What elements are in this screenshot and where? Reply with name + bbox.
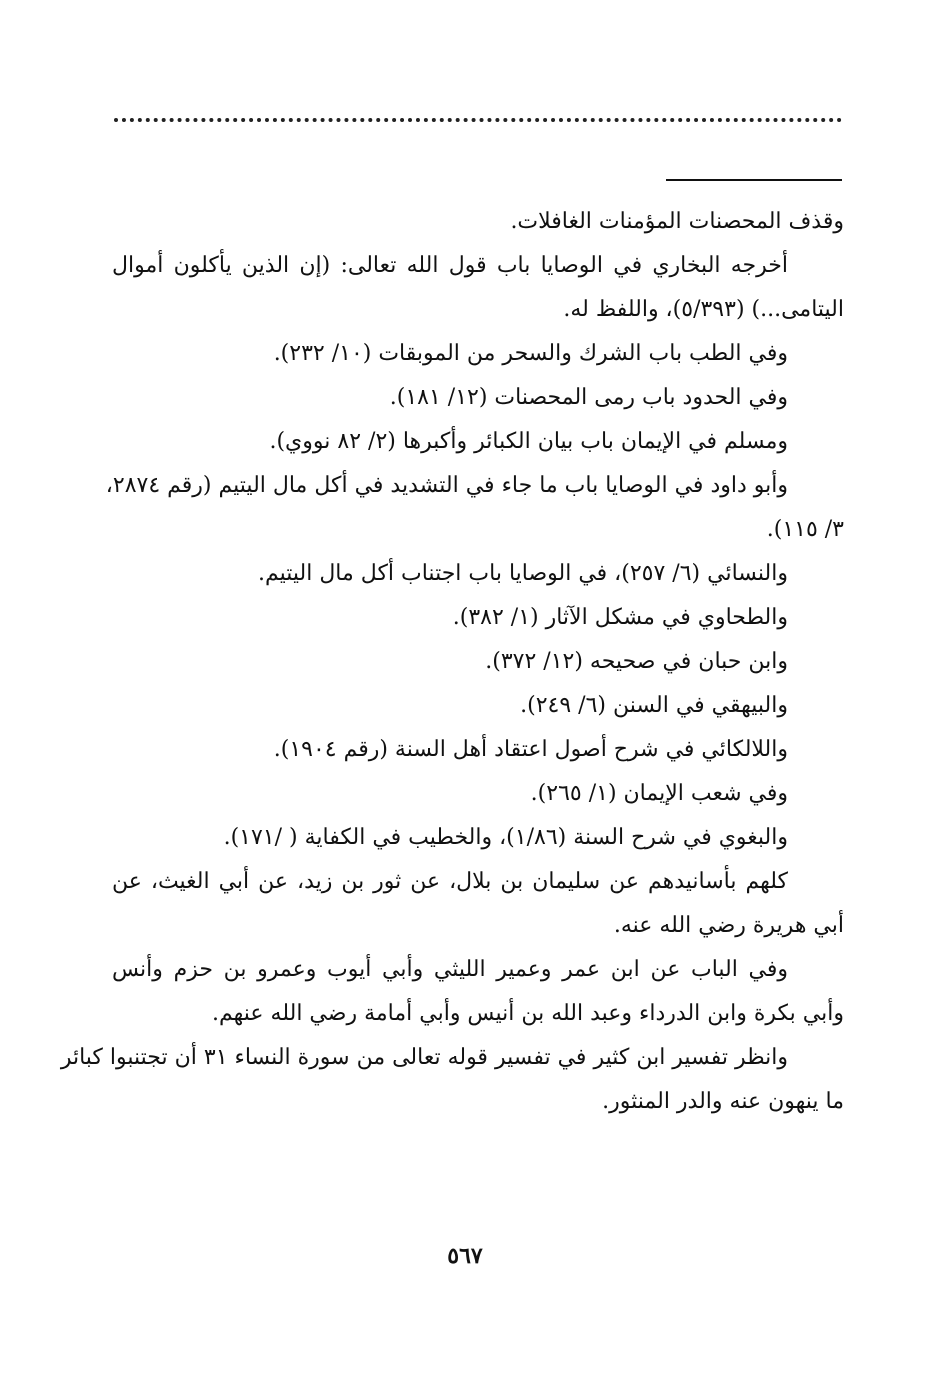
text-line: ما ينهون عنه والدر المنثور.: [602, 1089, 844, 1114]
text-line: أبي هريرة رضي الله عنه.: [613, 913, 844, 938]
page-number: ٥٦٧: [447, 1243, 483, 1269]
text-line: اليتامى...) (٥/٣٩٣)، واللفظ له.: [563, 297, 844, 322]
dotted-separator: [114, 118, 842, 122]
text-line: واللالكائي في شرح أصول اعتقاد أهل السنة (رقم ١٩٠٤).: [273, 737, 788, 762]
text-line: وابن حبان في صحيحه (١٢/ ٣٧٢).: [485, 649, 788, 674]
text-line: كلهم بأسانيدهم عن سليمان بن بلال، عن ثور بن زيد، عن أبي الغيث، عن: [112, 869, 788, 894]
text-line: والبيهقي في السنن (٦/ ٢٤٩).: [520, 693, 788, 718]
text-line: والنسائي (٦/ ٢٥٧)، في الوصايا باب اجتناب أكل مال اليتيم.: [257, 561, 788, 586]
text-line: وفي الحدود باب رمى المحصنات (١٢/ ١٨١).: [389, 385, 788, 410]
text-line: ومسلم في الإيمان باب بيان الكبائر وأكبرها (٢/ ٨٢ نووي).: [269, 429, 788, 454]
text-line: وأبو داود في الوصايا باب ما جاء في التشديد في أكل مال اليتيم (رقم ٢٨٧٤،: [105, 473, 788, 498]
text-line: وأبي بكرة وابن الدرداء وعبد الله بن أنيس وأبي أمامة رضي الله عنهم.: [212, 1001, 844, 1026]
text-line: وفي الطب باب الشرك والسحر من الموبقات (١٠/ ٢٣٢).: [273, 341, 788, 366]
footnote-text: [60, 200, 844, 1124]
text-line: والبغوي في شرح السنة (١/٨٦)، والخطيب في الكفاية ( /١٧١).: [223, 825, 788, 850]
footnote-rule: [666, 179, 842, 181]
text-line: والطحاوي في مشكل الآثار (١/ ٣٨٢).: [452, 605, 788, 630]
text-line: وقذف المحصنات المؤمنات الغافلات.: [510, 209, 844, 234]
text-line: أخرجه البخاري في الوصايا باب قول الله تعالى: (إن الذين يأكلون أموال: [112, 253, 788, 278]
text-line: ٣/ ١١٥).: [766, 517, 844, 542]
text-line: وانظر تفسير ابن كثير في تفسير قوله تعالى من سورة النساء ٣١ أن تجتنبوا كبائر: [60, 1045, 788, 1070]
text-line: وفي شعب الإيمان (١/ ٢٦٥).: [530, 781, 788, 806]
text-line: وفي الباب عن ابن عمر وعمير الليثي وأبي أيوب وعمرو بن حزم وأنس: [112, 957, 788, 982]
